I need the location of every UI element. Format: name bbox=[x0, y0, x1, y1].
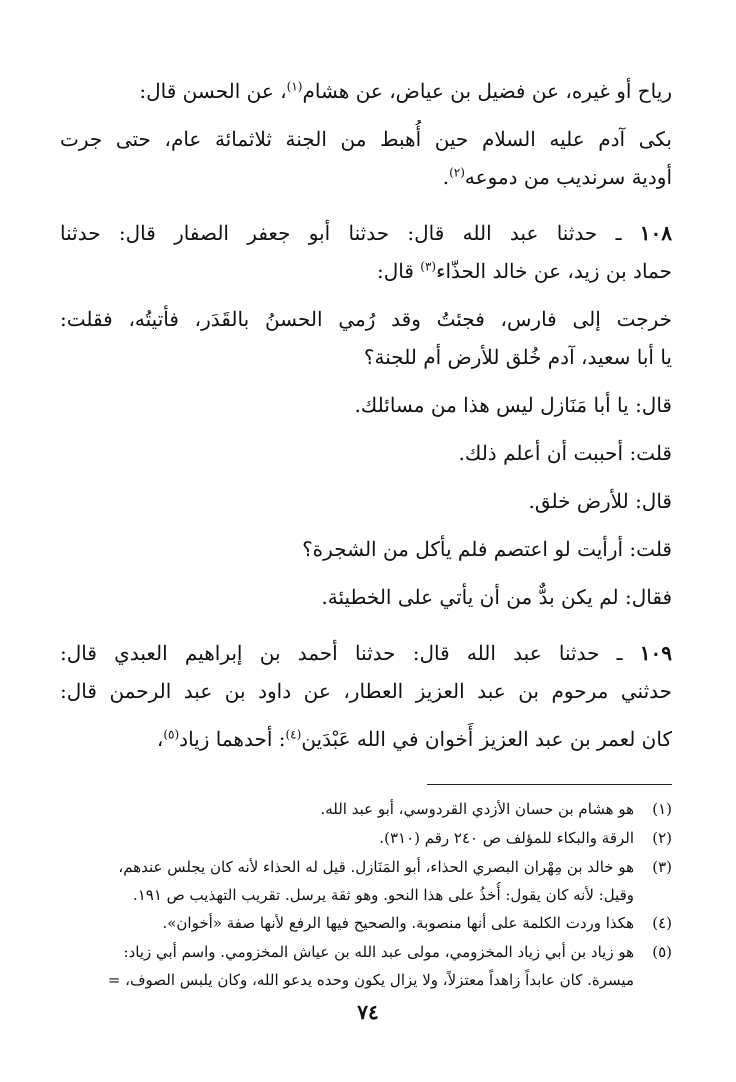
text-line: خرجت إلى فارس، فجئتُ وقد رُمي الحسنُ بالقَدَر، فأتيتُه، فقلت: bbox=[60, 307, 672, 331]
footnote bbox=[60, 824, 672, 853]
text-line: حدثني مرحوم بن عبد العزيز العطار، عن داود بن عبد الرحمن قال: bbox=[60, 679, 672, 703]
paragraph bbox=[60, 120, 672, 196]
footnote-number: (٤) bbox=[652, 914, 672, 932]
text-line: أودية سرنديب من دموعه$^{(٢)}$. bbox=[442, 165, 672, 189]
footnote-number: (١) bbox=[652, 800, 672, 818]
text-line: يا أبا سعيد، آدم خُلق للأرض أم للجنة؟ bbox=[363, 345, 672, 369]
footnote-ref[interactable]: (٤) bbox=[285, 727, 302, 742]
text-line: كان لعمر بن عبد العزيز أَخوان في الله عَبْدَين$^{(٤)}$: أحدهما زياد$^{(٥)}$، bbox=[156, 727, 672, 751]
text-line: قلت: أرأيت لو اعتصم فلم يأكل من الشجرة؟ bbox=[302, 537, 672, 561]
text-line: بكى آدم عليه السلام حين أُهبط من الجنة ثلاثمائة عام، حتى جرت bbox=[60, 127, 672, 151]
footnote bbox=[60, 938, 672, 967]
footnote bbox=[60, 853, 672, 882]
text-line: رياح أو غيره، عن فضيل بن عياض، عن هشام$^{(١)}$، عن الحسن قال: bbox=[139, 79, 672, 103]
footnote-ref[interactable]: (٢) bbox=[449, 165, 465, 180]
footnote-ref[interactable]: (١) bbox=[286, 79, 303, 94]
footnote-text: الرقة والبكاء للمؤلف ص ٢٤٠ رقم (٣١٠). bbox=[379, 829, 634, 847]
footnote-text: هكذا وردت الكلمة على أنها منصوبة. والصحيح فيها الرفع لأنها صفة «أخوان». bbox=[162, 914, 634, 932]
footnote-divider bbox=[427, 784, 672, 785]
footnote-continuation: ميسرة. كان عابداً زاهداً معتزلاً، ولا يزال يكون وحده يدعو الله، وكان يلبس الصوف، = bbox=[107, 971, 634, 989]
footnote-continuation: وقيل: لأنه كان يقول: أُخذُ على هذا النحو. وهو ثقة يرسل. تقريب التهذيب ص ١٩١. bbox=[132, 886, 634, 904]
paragraph bbox=[60, 300, 672, 376]
text-line: قلت: أحببت أن أعلم ذلك. bbox=[458, 441, 672, 465]
footnote bbox=[60, 909, 672, 938]
text-line: ١٠٨ ـ حدثنا عبد الله قال: حدثنا أبو جعفر الصفار قال: حدثنا bbox=[60, 221, 672, 245]
footnote-text: هو زياد بن أبي زياد المخزومي، مولى عبد الله بن عياش المخزومي. واسم أبي زياد: bbox=[123, 943, 634, 961]
text-line: قال: للأرض خلق. bbox=[528, 489, 672, 513]
footnote-number: (٥) bbox=[652, 943, 672, 961]
page-body bbox=[60, 72, 672, 994]
footnote-text: هو خالد بن مِهْران البصري الحذاء، أبو المَنَازل. قيل له الحذاء لأنه كان يجلس عندهم، bbox=[118, 858, 634, 876]
hadith-109 bbox=[60, 634, 672, 710]
text-line: ١٠٩ ـ حدثنا عبد الله قال: حدثنا أحمد بن إبراهيم العبدي قال: bbox=[60, 641, 672, 665]
footnote-text: هو هشام بن حسان الأزدي القردوسي، أبو عبد الله. bbox=[320, 800, 634, 818]
footnote-ref[interactable]: (٥) bbox=[163, 727, 180, 742]
footnote-number: (٣) bbox=[652, 858, 672, 876]
page-number: ٧٤ bbox=[357, 1000, 379, 1024]
text-line: حماد بن زيد، عن خالد الحذّاء$^{(٣)}$ قال: bbox=[376, 259, 672, 283]
text-line: قال: يا أبا مَنَازل ليس هذا من مسائلك. bbox=[354, 393, 672, 417]
footnote-ref[interactable]: (٣) bbox=[420, 259, 437, 274]
footnote bbox=[60, 795, 672, 824]
hadith-number: ١٠٨ bbox=[639, 221, 672, 245]
footnotes bbox=[60, 795, 672, 994]
hadith-108 bbox=[60, 214, 672, 290]
footnote-number: (٢) bbox=[652, 829, 672, 847]
text-line: فقال: لم يكن بدٌّ من أن يأتي على الخطيئة. bbox=[321, 585, 672, 609]
hadith-number: ١٠٩ bbox=[639, 641, 672, 665]
